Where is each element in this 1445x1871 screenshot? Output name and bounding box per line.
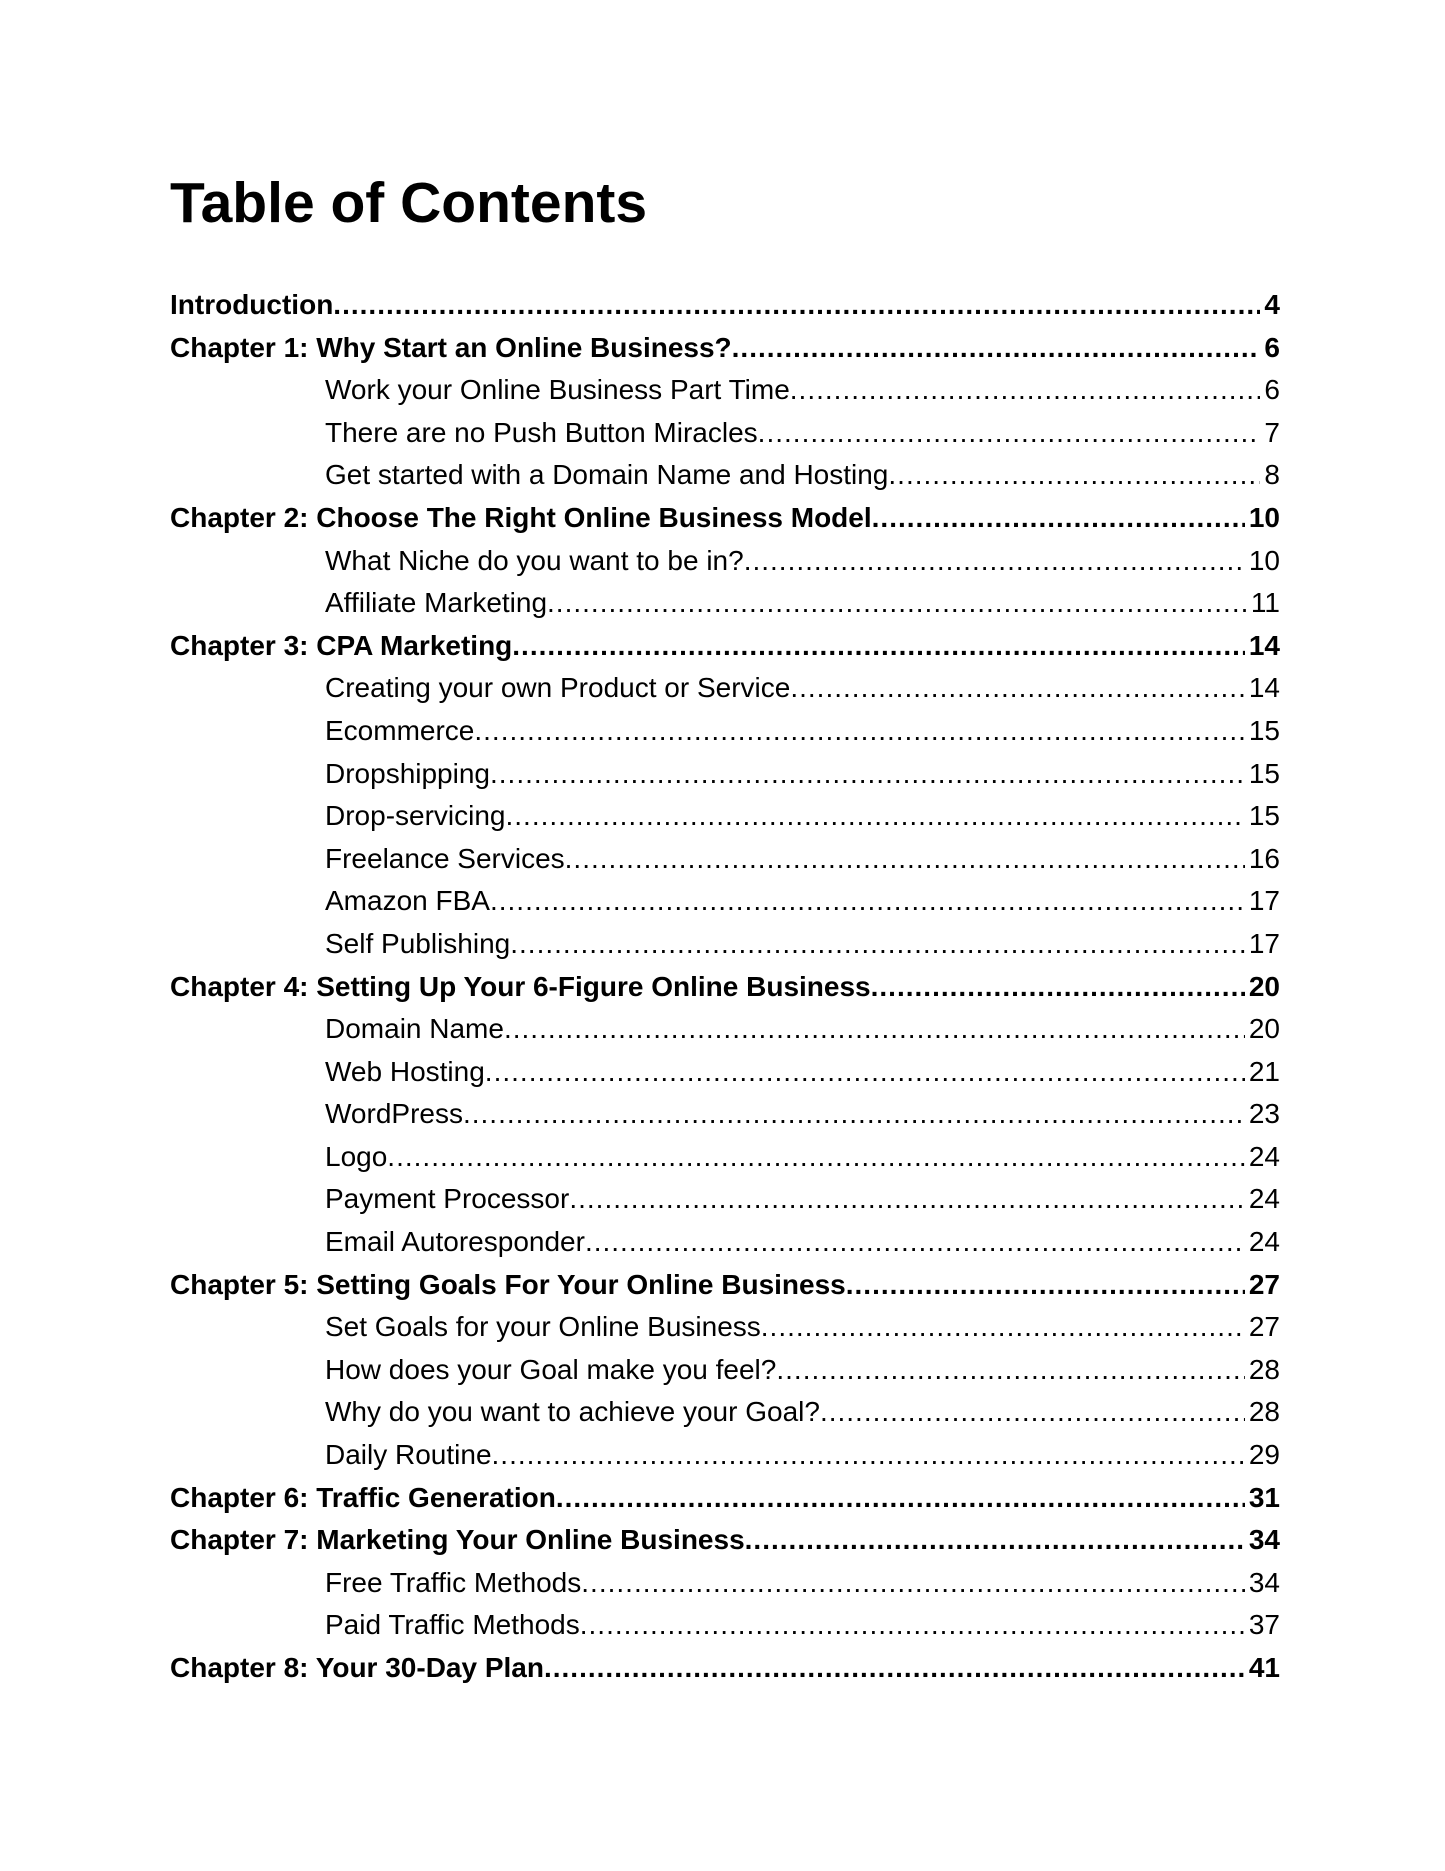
toc-dot-leader: [846, 1264, 1245, 1307]
toc-section-entry[interactable]: [170, 1604, 1280, 1647]
toc-page-number: 20: [1248, 1013, 1280, 1045]
toc-section-entry[interactable]: [170, 667, 1280, 710]
toc-entry-label: WordPress: [325, 1098, 463, 1130]
toc-dot-leader: [490, 753, 1245, 796]
toc-chapter-entry[interactable]: [170, 497, 1280, 540]
toc-section-entry[interactable]: [170, 1008, 1280, 1051]
toc-page-number: 15: [1248, 800, 1280, 832]
toc-page-number: 24: [1248, 1183, 1280, 1215]
toc-entry-label: Chapter 4: Setting Up Your 6-Figure Online Business: [170, 970, 871, 1002]
toc-dot-leader: [872, 497, 1245, 540]
toc-section-entry[interactable]: [170, 369, 1280, 412]
toc-entry-label: Set Goals for your Online Business: [325, 1311, 761, 1343]
toc-chapter-entry[interactable]: [170, 284, 1280, 327]
page-title: Table of Contents: [170, 171, 648, 235]
toc-dot-leader: [744, 540, 1245, 583]
toc-section-entry[interactable]: [170, 582, 1280, 625]
toc-page-number: 27: [1248, 1268, 1280, 1300]
toc-section-entry[interactable]: [170, 1221, 1280, 1264]
toc-dot-leader: [732, 327, 1261, 370]
toc-page-number: 41: [1248, 1652, 1280, 1683]
toc-entry-label: Ecommerce: [325, 714, 475, 746]
toc-entry-label: Affiliate Marketing: [325, 587, 548, 619]
toc-entry-label: Chapter 1: Why Start an Online Business?: [170, 331, 732, 363]
toc-section-entry[interactable]: [170, 710, 1280, 753]
toc-page-number: 6: [1264, 374, 1280, 406]
toc-page-number: 28: [1248, 1353, 1280, 1385]
toc-section-entry[interactable]: [170, 1391, 1280, 1434]
toc-chapter-entry[interactable]: [170, 625, 1280, 668]
toc-page-number: 4: [1264, 289, 1280, 320]
toc-page-number: 31: [1248, 1481, 1280, 1513]
toc-entry-label: Dropshipping: [325, 757, 490, 789]
toc-entry-label: Free Traffic Methods: [325, 1566, 582, 1598]
toc-entry-label: Daily Routine: [325, 1439, 492, 1471]
toc-entry-label: There are no Push Button Miracles: [325, 416, 758, 448]
toc-section-entry[interactable]: [170, 753, 1280, 796]
toc-dot-leader: [581, 1562, 1245, 1605]
toc-section-entry[interactable]: [170, 540, 1280, 583]
toc-entry-label: Chapter 2: Choose The Right Online Business Model: [170, 501, 872, 533]
toc-dot-leader: [580, 1604, 1245, 1647]
toc-section-entry[interactable]: [170, 412, 1280, 455]
toc-entry-label: Domain Name: [325, 1013, 504, 1045]
toc-dot-leader: [758, 412, 1261, 455]
toc-page-number: 11: [1250, 587, 1280, 619]
toc-chapter-entry[interactable]: [170, 966, 1280, 1009]
toc-entry-label: Web Hosting: [325, 1055, 485, 1087]
toc-entry-label: Chapter 8: Your 30-Day Plan: [170, 1652, 544, 1683]
toc-entry-label: How does your Goal make you feel?: [325, 1353, 777, 1385]
toc-entry-label: Chapter 5: Setting Goals For Your Online Business: [170, 1268, 846, 1300]
toc-entry-label: Chapter 7: Marketing Your Online Business: [170, 1524, 745, 1556]
toc-section-entry[interactable]: [170, 838, 1280, 881]
toc-page-number: 28: [1248, 1396, 1280, 1428]
toc-section-entry[interactable]: [170, 880, 1280, 923]
toc-page-number: 14: [1248, 672, 1280, 704]
toc-dot-leader: [512, 625, 1245, 668]
toc-dot-leader: [474, 710, 1244, 753]
toc-page-number: 14: [1248, 629, 1280, 661]
table-of-contents: [170, 284, 1280, 1690]
toc-dot-leader: [761, 1306, 1245, 1349]
toc-entry-label: Creating your own Product or Service: [325, 672, 791, 704]
toc-page-number: 8: [1264, 459, 1280, 491]
toc-dot-leader: [333, 284, 1260, 327]
toc-dot-leader: [504, 1008, 1245, 1051]
toc-page-number: 24: [1248, 1140, 1280, 1172]
toc-chapter-entry[interactable]: [170, 327, 1280, 370]
toc-section-entry[interactable]: [170, 1051, 1280, 1094]
toc-page-number: 21: [1248, 1055, 1280, 1087]
toc-entry-label: Get started with a Domain Name and Hosting: [325, 459, 889, 491]
toc-page-number: 20: [1248, 970, 1280, 1002]
toc-page-number: 17: [1248, 927, 1280, 959]
toc-dot-leader: [510, 923, 1245, 966]
toc-section-entry[interactable]: [170, 1434, 1280, 1477]
toc-dot-leader: [585, 1221, 1245, 1264]
toc-page-number: 16: [1248, 842, 1280, 874]
toc-chapter-entry[interactable]: [170, 1519, 1280, 1562]
toc-section-entry[interactable]: [170, 1349, 1280, 1392]
toc-chapter-entry[interactable]: [170, 1477, 1280, 1520]
toc-page-number: 10: [1248, 544, 1280, 576]
toc-section-entry[interactable]: [170, 1178, 1280, 1221]
toc-dot-leader: [820, 1391, 1245, 1434]
toc-dot-leader: [776, 1349, 1244, 1392]
toc-entry-label: Work your Online Business Part Time: [325, 374, 790, 406]
toc-entry-label: Email Autoresponder: [325, 1226, 585, 1258]
toc-dot-leader: [569, 1178, 1245, 1221]
toc-dot-leader: [485, 1051, 1245, 1094]
toc-dot-leader: [387, 1136, 1245, 1179]
toc-dot-leader: [556, 1477, 1245, 1520]
toc-page-number: 7: [1264, 416, 1280, 448]
toc-dot-leader: [492, 1434, 1245, 1477]
toc-page-number: 17: [1248, 885, 1280, 917]
toc-chapter-entry[interactable]: [170, 1647, 1280, 1690]
toc-page-number: 6: [1264, 331, 1280, 363]
toc-section-entry[interactable]: [170, 1093, 1280, 1136]
toc-entry-label: Introduction: [170, 289, 334, 320]
toc-entry-label: Payment Processor: [325, 1183, 570, 1215]
toc-section-entry[interactable]: [170, 1136, 1280, 1179]
toc-chapter-entry[interactable]: [170, 1264, 1280, 1307]
toc-dot-leader: [871, 966, 1245, 1009]
toc-dot-leader: [490, 880, 1245, 923]
toc-dot-leader: [463, 1093, 1245, 1136]
toc-entry-label: Why do you want to achieve your Goal?: [325, 1396, 820, 1428]
toc-entry-label: Freelance Services: [325, 842, 565, 874]
toc-dot-leader: [565, 838, 1245, 881]
toc-entry-label: Paid Traffic Methods: [325, 1609, 580, 1641]
toc-section-entry[interactable]: [170, 923, 1280, 966]
toc-page-number: 15: [1248, 714, 1280, 746]
toc-section-entry[interactable]: [170, 795, 1280, 838]
toc-page-number: 34: [1248, 1566, 1280, 1598]
toc-dot-leader: [888, 454, 1260, 497]
toc-page-number: 10: [1248, 501, 1280, 533]
toc-page-number: 37: [1248, 1609, 1280, 1641]
toc-entry-label: Chapter 6: Traffic Generation: [170, 1481, 556, 1513]
toc-entry-label: Self Publishing: [325, 927, 511, 959]
toc-page-number: 15: [1248, 757, 1280, 789]
toc-section-entry[interactable]: [170, 1306, 1280, 1349]
toc-dot-leader: [790, 667, 1245, 710]
toc-dot-leader: [745, 1519, 1245, 1562]
toc-page-number: 23: [1248, 1098, 1280, 1130]
toc-dot-leader: [790, 369, 1261, 412]
toc-entry-label: What Niche do you want to be in?: [325, 544, 744, 576]
toc-section-entry[interactable]: [170, 1562, 1280, 1605]
toc-section-entry[interactable]: [170, 454, 1280, 497]
toc-dot-leader: [544, 1647, 1245, 1690]
toc-dot-leader: [506, 795, 1245, 838]
toc-entry-label: Amazon FBA: [325, 885, 490, 917]
toc-entry-label: Chapter 3: CPA Marketing: [170, 629, 513, 661]
toc-page-number: 34: [1248, 1524, 1280, 1556]
toc-page-number: 27: [1248, 1311, 1280, 1343]
toc-dot-leader: [547, 582, 1247, 625]
toc-entry-label: Drop-servicing: [325, 800, 506, 832]
toc-page-number: 24: [1248, 1226, 1280, 1258]
toc-entry-label: Logo: [325, 1140, 388, 1172]
toc-page-number: 29: [1248, 1439, 1280, 1471]
